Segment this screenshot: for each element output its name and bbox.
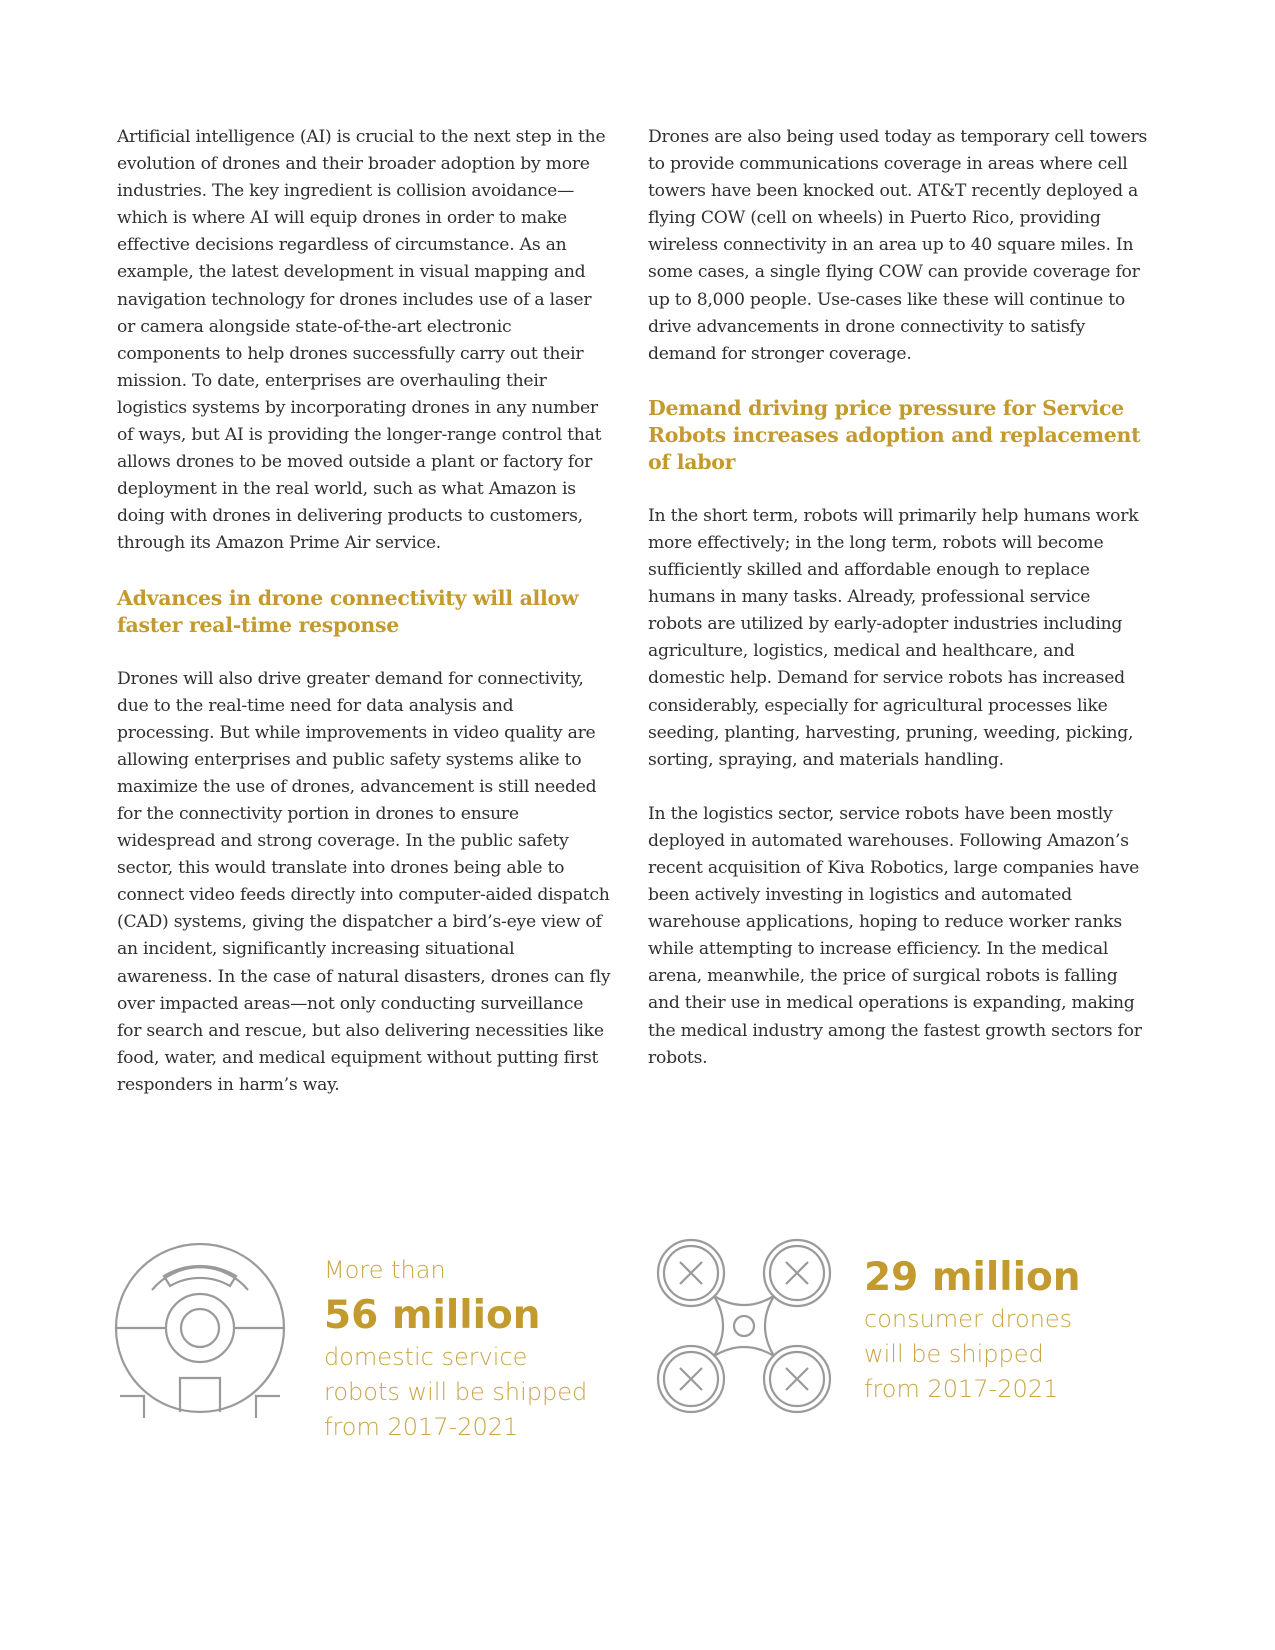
right-paragraph-3: In the logistics sector, service robots have been mostly deployed in automated warehouses. Following Amazon’s recent acquisition of Kiva Robotics, large companies have been actively investing in logistics and automated warehouse applications, hoping to reduce worker ranks while attempting to increase efficiency. In the medical arena, meanwhile, the price of surgical robots is falling and their use in medical operations is expanding, making the medical industry among the fastest growth sectors for robots.: [648, 803, 1142, 1068]
stat-robots-line2: robots will be shipped: [324, 1378, 588, 1406]
section-heading-service-robots: Demand driving price pressure for Service Robots increases adoption and replacement of labor: [648, 395, 1141, 474]
stat-robots-line1: domestic service: [324, 1343, 528, 1371]
section-heading-drone-connectivity: Advances in drone connectivity will allow faster real-time response: [117, 585, 579, 637]
right-column: [648, 124, 1148, 1099]
stat-robots-prefix: More than: [324, 1256, 446, 1284]
left-paragraph-1: Artificial intelligence (AI) is crucial to the next step in the evolution of drones and their broader adoption by more industries. The key ingredient is collision avoidance—which is where AI will equip drones in order to make effective decisions regardless of circumstance. As an example, the latest development in visual mapping and navigation technology for drones includes use of a laser or camera alongside state-of-the-art electronic components to help drones successfully carry out their mission. To date, enterprises are overhauling their logistics systems by incorporating drones in any number of ways, but AI is providing the longer-range control that allows drones to be moved outside a plant or factory for deployment in the real world, such as what Amazon is doing with drones in delivering products to customers, through its Amazon Prime Air service.: [117, 127, 606, 554]
right-paragraph-2: In the short term, robots will primarily help humans work more effectively; in the long term, robots will become sufficiently skilled and affordable enough to replace humans in many tasks. Already, professional service robots are utilized by early-adopter industries including agriculture, logistics, medical and healthcare, and domestic help. Demand for service robots has increased considerably, especially for agricultural processes like seeding, planting, harvesting, pruning, weeding, picking, sorting, spraying, and materials handling.: [648, 505, 1139, 770]
left-column: [117, 124, 612, 1126]
left-paragraph-2: Drones will also drive greater demand for connectivity, due to the real-time need for data analysis and processing. But while improvements in video quality are allowing enterprises and public safety systems alike to maximize the use of drones, advancement is still needed for the connectivity portion in drones to ensure widespread and strong coverage. In the public safety sector, this would translate into drones being able to connect video feeds directly into computer-aided dispatch (CAD) systems, giving the dispatcher a bird’s-eye view of an incident, significantly increasing situational awareness. In the case of natural disasters, drones can fly over impacted areas—not only conducting surveillance for search and rescue, but also delivering necessities like food, water, and medical equipment without putting first responders in harm’s way.: [117, 668, 611, 1095]
right-paragraph-1: Drones are also being used today as temporary cell towers to provide communications coverage in areas where cell towers have been knocked out. AT&T recently deployed a flying COW (cell on wheels) in Puerto Rico, providing wireless connectivity in an area up to 40 square miles. In some cases, a single flying COW can provide coverage for up to 8,000 people. Use-cases like these will continue to drive advancements in drone connectivity to satisfy demand for stronger coverage.: [648, 127, 1148, 364]
stat-robots-line3: from 2017-2021: [324, 1413, 519, 1441]
stat-drones-number: 29 million: [864, 1255, 1081, 1300]
stat-drones-line3: from 2017-2021: [864, 1375, 1059, 1403]
stat-drones: [864, 1254, 1081, 1407]
stat-drones-line2: will be shipped: [864, 1340, 1044, 1368]
stat-robots: [324, 1253, 587, 1445]
stat-drones-line1: consumer drones: [864, 1305, 1073, 1333]
robot-vacuum-icon: [112, 1240, 292, 1420]
stat-robots-number: 56 million: [324, 1293, 541, 1338]
drone-icon: [654, 1236, 834, 1416]
